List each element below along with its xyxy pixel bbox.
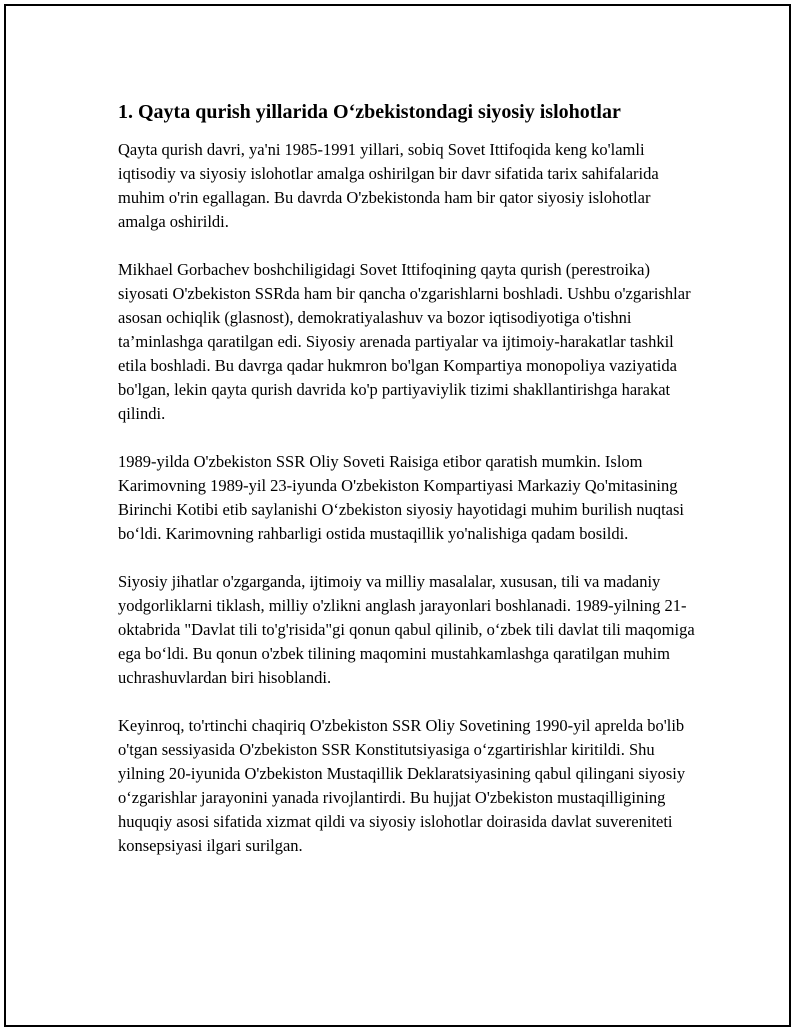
paragraph-4: Siyosiy jihatlar o'zgarganda, ijtimoiy va milliy masalalar, xususan, tili va madaniy yodgorliklarni tiklash, milliy o'zlikni anglash jarayonlari boshlanadi. 1989-yilning 21-oktabrida "Davlat tili to'g'risida"gi qonun qabul qilinib, o‘zbek tili davlat tili maqomiga ega bo‘ldi. Bu qonun o'zbek tilining maqomini mustahkamlashga qaratilgan muhim uchrashuvlardan biri hisoblandi. — [118, 572, 695, 687]
page-frame — [4, 4, 791, 1027]
document-title: 1. Qayta qurish yillarida O‘zbekistondagi siyosiy islohotlar — [118, 101, 621, 123]
paragraph-5: Keyinroq, to'rtinchi chaqiriq O'zbekiston SSR Oliy Sovetining 1990-yil aprelda bo'lib o'tgan sessiyasida O'zbekiston SSR Konstitutsiyasiga o‘zgartirishlar kiritildi. Shu yilning 20-iyunida O'zbekiston Mustaqillik Deklaratsiyasining qabul qilingani siyosiy o‘zgarishlar jarayonini yanada rivojlantirdi. Bu hujjat O'zbekiston mustaqilligining huquqiy asosi sifatida xizmat qildi va siyosiy islohotlar doirasida davlat suvereniteti konsepsiyasi ilgari surilgan. — [118, 716, 686, 855]
document-body — [118, 98, 698, 882]
paragraph-3: 1989-yilda O'zbekiston SSR Oliy Soveti Raisiga etibor qaratish mumkin. Islom Karimovning 1989-yil 23-iyunda O'zbekiston Kompartiyasi Markaziy Qo'mitasining Birinchi Kotibi etib saylanishi O‘zbekiston siyosiy hayotidagi muhim burilish nuqtasi bo‘ldi. Karimovning rahbarligi ostida mustaqillik yo'nalishiga qadam bosildi. — [118, 452, 684, 543]
paragraph-2: Mikhael Gorbachev boshchiligidagi Sovet Ittifoqining qayta qurish (perestroika) siyosati O'zbekiston SSRda ham bir qancha o'zgarishlarni boshladi. Ushbu o'zgarishlar asosan ochiqlik (glasnost), demokratiyalashuv va bozor iqtisodiyotiga o'tishni ta’minlashga qaratilgan edi. Siyosiy arenada partiyalar va ijtimoiy-harakatlar tashkil etila boshladi. Bu davrga qadar hukmron bo'lgan Kompartiya monopoliya vaziyatida bo'lgan, lekin qayta qurish davrida ko'p partiyaviylik tizimi shakllantirishga harakat qilindi. — [118, 260, 691, 423]
paragraph-1: Qayta qurish davri, ya'ni 1985-1991 yillari, sobiq Sovet Ittifoqida keng ko'lamli iqtisodiy va siyosiy islohotlar amalga oshirilgan bir davr sifatida tarix sahifalarida muhim o'rin egallagan. Bu davrda O'zbekistonda ham bir qator siyosiy islohotlar amalga oshirildi. — [118, 140, 659, 231]
